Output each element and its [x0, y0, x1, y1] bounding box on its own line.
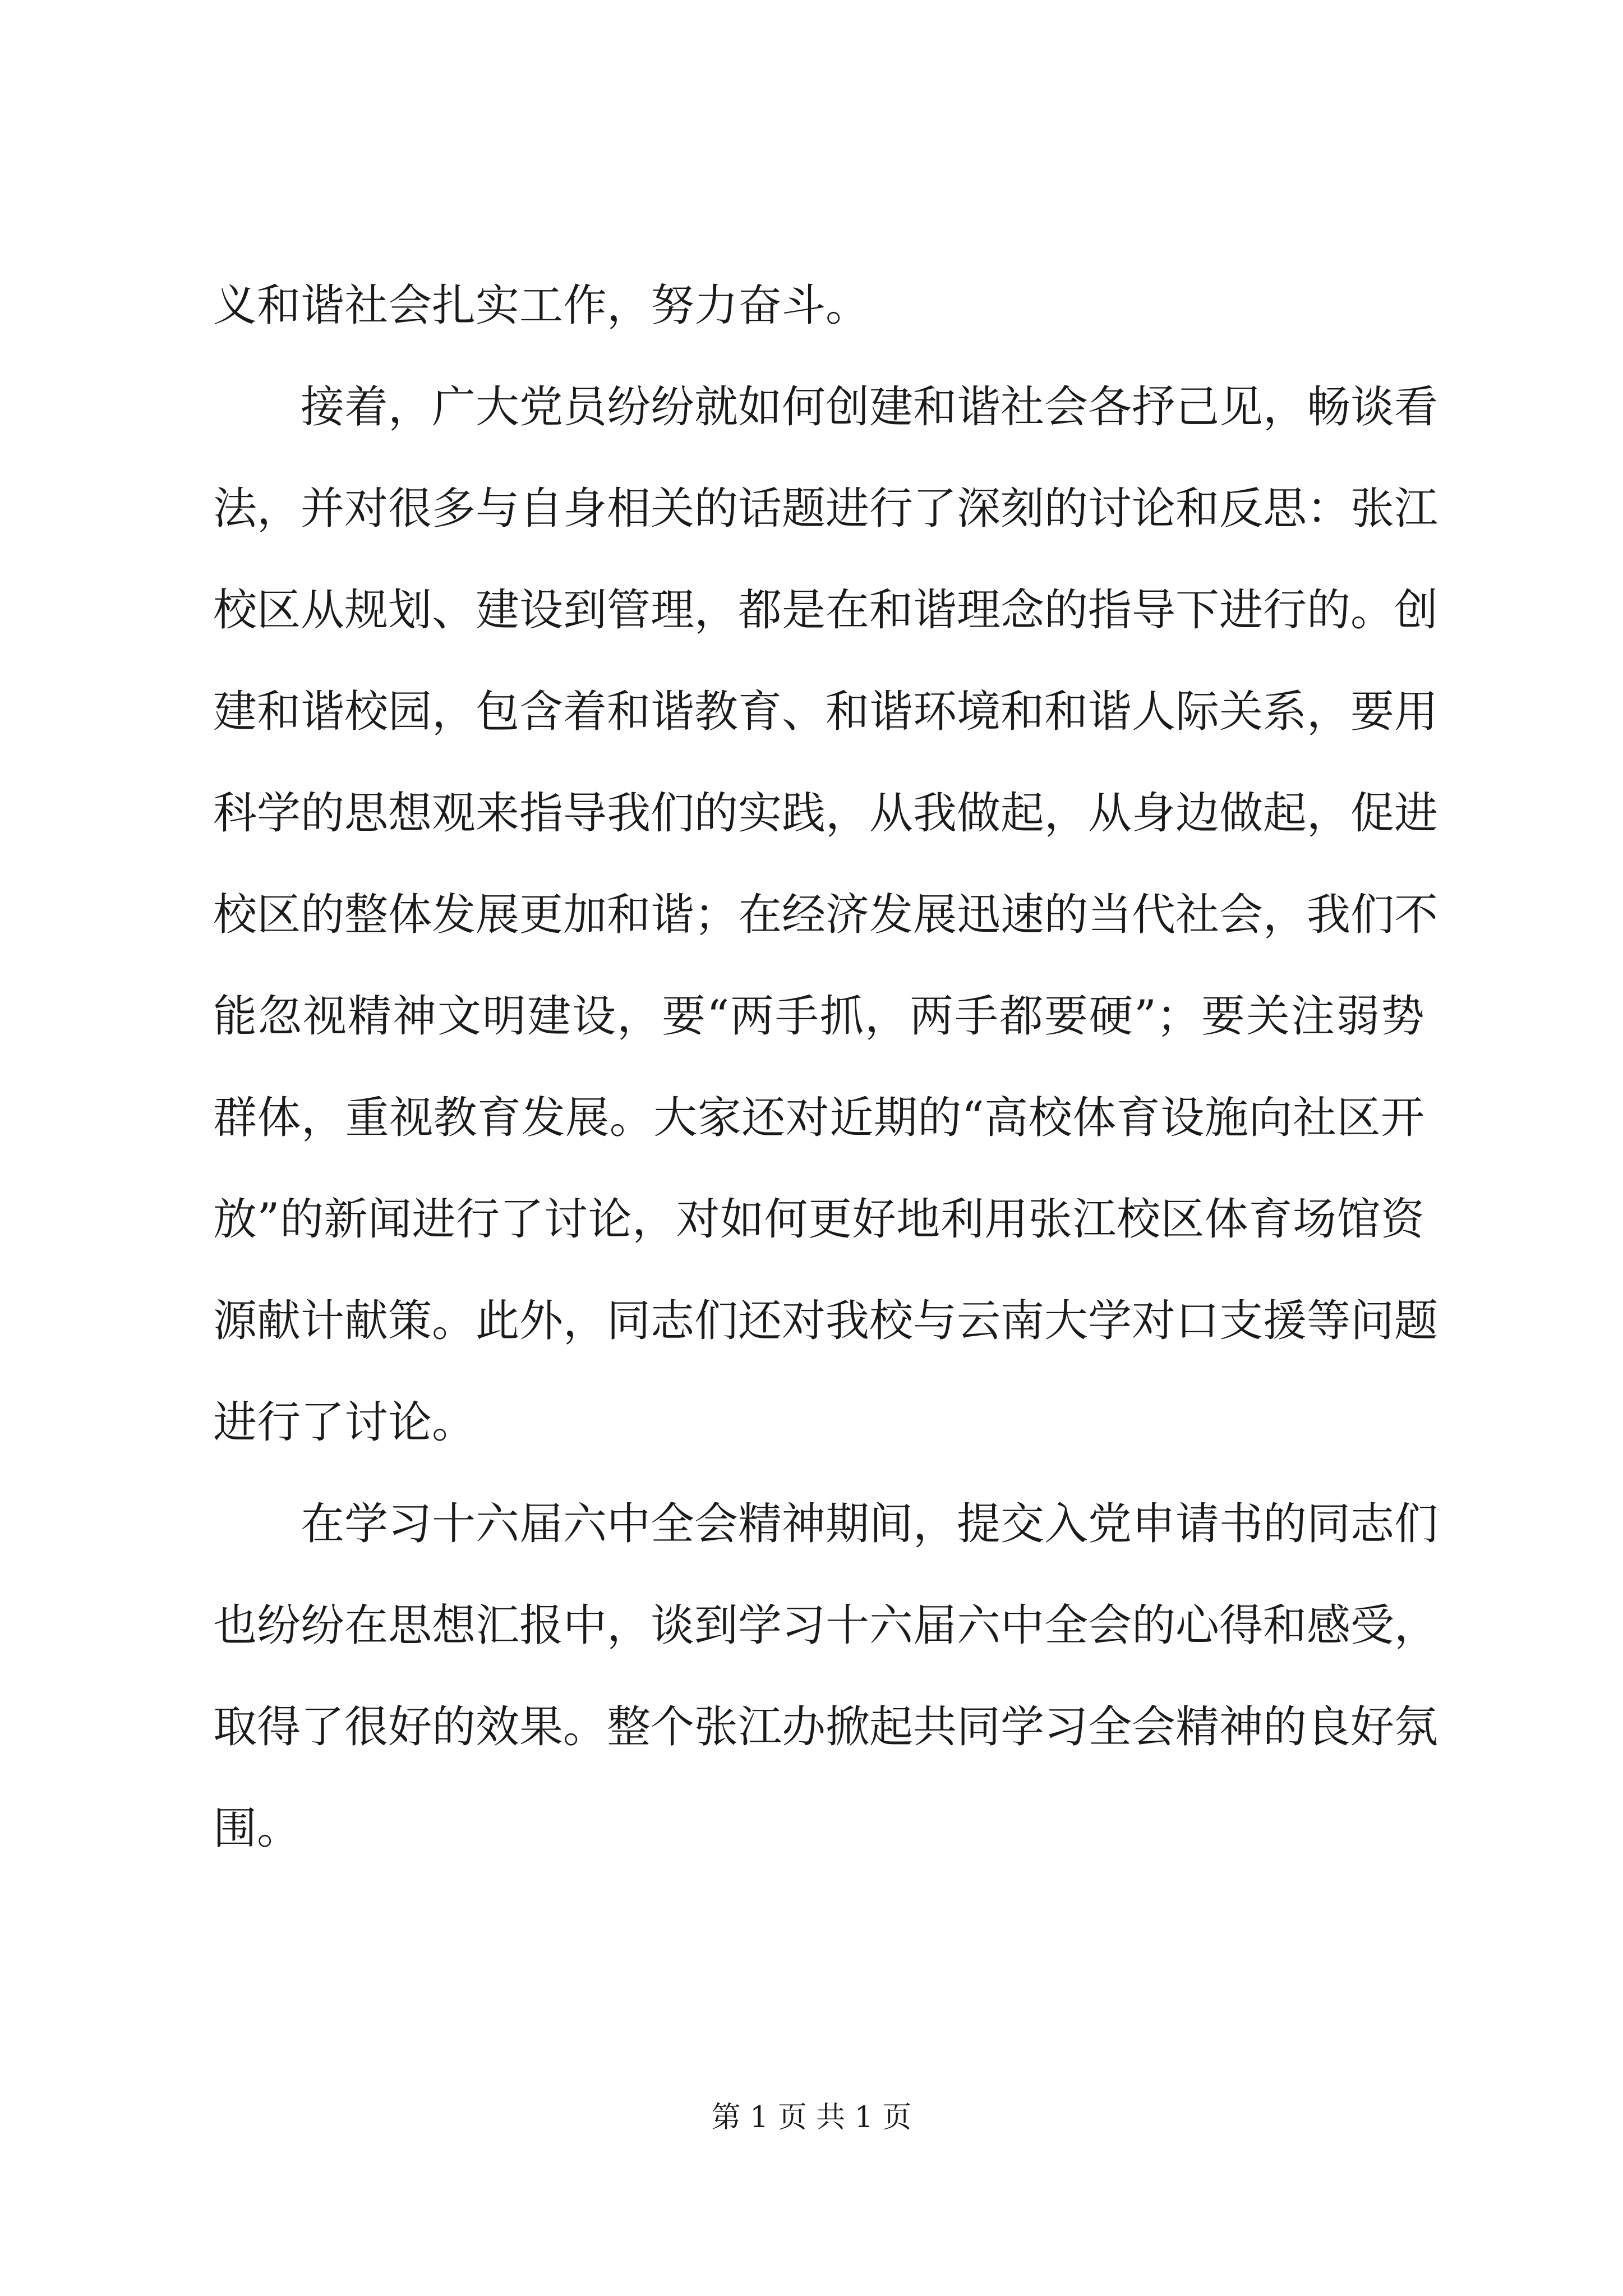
text-line: 校区的整体发展更加和谐；在经济发展迅速的当代社会，我们不 [213, 890, 1438, 940]
text-line: 接着，广大党员纷纷就如何创建和谐社会各抒己见，畅谈看 [213, 382, 1438, 432]
text-line: 在学习十六届六中全会精神期间，提交入党申请书的同志们 [213, 1499, 1438, 1549]
text-line: 放”的新闻进行了讨论，对如何更好地利用张江校区体育场馆资 [213, 1194, 1424, 1245]
text-line: 建和谐校园，包含着和谐教育、和谐环境和和谐人际关系，要用 [213, 687, 1438, 737]
text-line: 也纷纷在思想汇报中，谈到学习十六届六中全会的心得和感受， [213, 1600, 1438, 1651]
text-line: 群体，重视教育发展。大家还对近期的“高校体育设施向社区开 [213, 1093, 1424, 1143]
text-line: 源献计献策。此外，同志们还对我校与云南大学对口支援等问题 [213, 1296, 1438, 1346]
text-line: 取得了很好的效果。整个张江办掀起共同学习全会精神的良好氛 [213, 1702, 1438, 1752]
body-text [213, 255, 1438, 1880]
text-line: 校区从规划、建设到管理，都是在和谐理念的指导下进行的。创 [213, 585, 1438, 636]
page-number: 第 1 页 共 1 页 [711, 2101, 912, 2134]
text-line: 能忽视精神文明建设，要“两手抓，两手都要硬”；要关注弱势 [213, 991, 1424, 1042]
text-line: 义和谐社会扎实工作，努力奋斗。 [213, 280, 870, 331]
text-line: 进行了讨论。 [213, 1397, 476, 1448]
text-line: 科学的思想观来指导我们的实践，从我做起，从身边做起，促进 [213, 788, 1438, 839]
text-line: 法，并对很多与自身相关的话题进行了深刻的讨论和反思：张江 [213, 484, 1438, 534]
text-line: 围。 [213, 1803, 301, 1854]
page-footer [0, 2095, 1623, 2140]
